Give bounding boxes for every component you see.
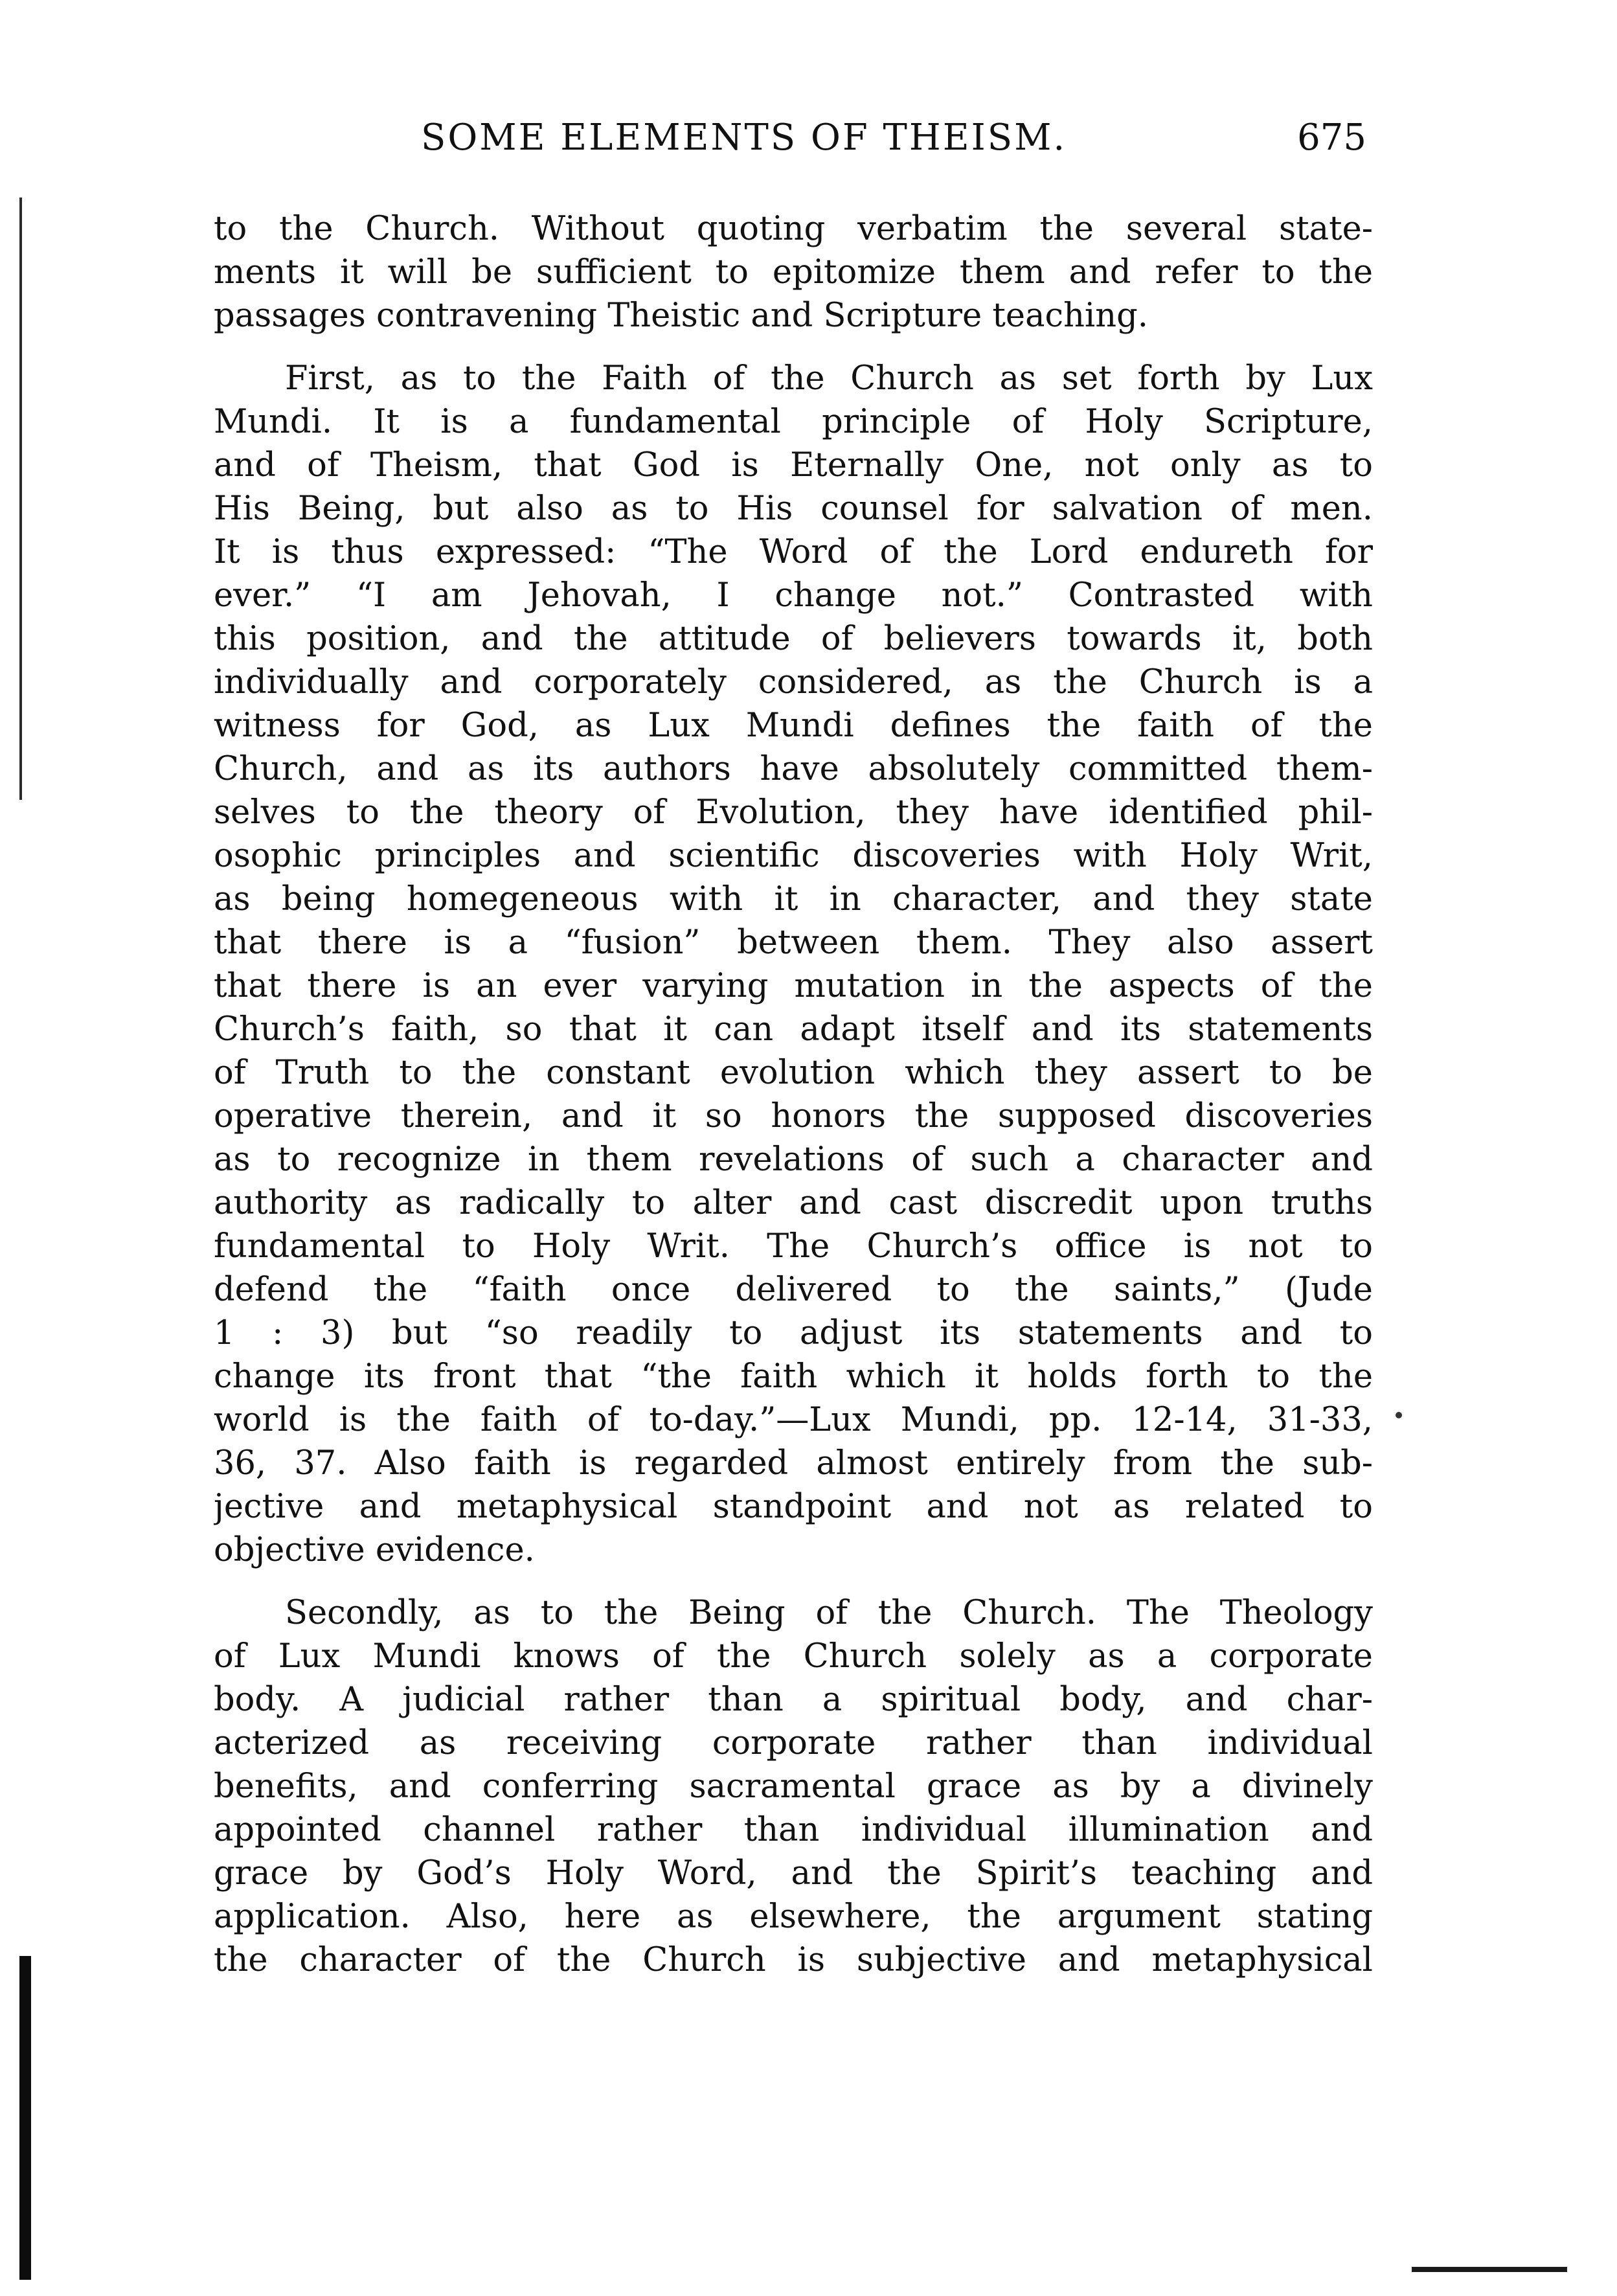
text-line: appointed channel rather than individual illumination and [214,1811,1373,1849]
text-line: benefits, and conferring sacramental grace as by a divinely [214,1767,1373,1806]
text-line: fundamental to Holy Writ. The Church’s office is not to [214,1227,1373,1266]
text-line: osophic principles and scientific discoveries with Holy Writ, [214,837,1373,875]
text-line: defend the “faith once delivered to the saints,” (Jude [214,1271,1373,1309]
text-line: First, as to the Faith of the Church as set forth by Lux [285,359,1373,398]
text-line: It is thus expressed: “The Word of the Lord endureth for [214,533,1373,571]
text-line: of Truth to the constant evolution which they assert to be [214,1054,1373,1092]
binding-edge-mark-lower [19,1956,31,2280]
text-line: to the Church. Without quoting verbatim the several state- [214,210,1373,248]
text-line: that there is a “fusion” between them. They also assert [214,924,1373,962]
text-line: Church’s faith, so that it can adapt itself and its statements [214,1010,1373,1049]
paragraph-1 [214,207,1373,337]
text-line: this position, and the attitude of believers towards it, both [214,620,1373,658]
text-line: change its front that “the faith which it holds forth to the [214,1358,1373,1396]
text-line: as being homegeneous with it in character, and they state [214,880,1373,918]
text-line: selves to the theory of Evolution, they have identified phil- [214,793,1373,832]
text-line: Mundi. It is a fundamental principle of Holy Scripture, [214,403,1373,441]
text-line: the character of the Church is subjective and metaphysical [214,1941,1373,1979]
text-line: individually and corporately considered, as the Church is a [214,663,1373,701]
text-line: application. Also, here as elsewhere, the argument stating [214,1898,1373,1936]
text-line: Church, and as its authors have absolutely committed them- [214,750,1373,788]
text-line: 1 : 3) but “so readily to adjust its statements and to [214,1314,1373,1352]
text-line: passages contravening Theistic and Scripture teaching. [214,297,1148,335]
text-line: 36, 37. Also faith is regarded almost entirely from the sub- [214,1444,1373,1483]
text-line: that there is an ever varying mutation in the aspects of the [214,967,1373,1005]
text-line: acterized as receiving corporate rather than individual [214,1724,1373,1762]
text-line: of Lux Mundi knows of the Church solely as a corporate [214,1637,1373,1676]
corner-scratch [1412,2267,1567,2272]
margin-speck [1396,1412,1402,1418]
text-line: Secondly, as to the Being of the Church. The Theology [285,1594,1373,1632]
text-line: His Being, but also as to His counsel for salvation of men. [214,490,1373,528]
text-line: jective and metaphysical standpoint and not as related to [214,1488,1373,1526]
text-line: grace by God’s Holy Word, and the Spirit’s teaching and [214,1854,1373,1892]
paragraph-2 [214,357,1373,1572]
paragraph-3 [214,1591,1373,1982]
text-line: operative therein, and it so honors the supposed discoveries [214,1097,1373,1135]
text-line: body. A judicial rather than a spiritual body, and char- [214,1681,1373,1719]
text-line: ever.” “I am Jehovah, I change not.” Contrasted with [214,576,1373,615]
text-line: as to recognize in them revelations of such a character and [214,1141,1373,1179]
text-line: ments it will be sufficient to epitomize them and refer to the [214,253,1373,291]
page-header [220,117,1379,168]
body-text [214,207,1373,2001]
running-title: SOME ELEMENTS OF THEISM. [421,117,1067,159]
text-line: witness for God, as Lux Mundi defines the faith of the [214,707,1373,745]
text-line: world is the faith of to-day.”—Lux Mundi, pp. 12-14, 31-33, [214,1401,1373,1439]
binding-edge-mark-upper [19,198,22,800]
text-line: objective evidence. [214,1531,535,1569]
page-number: 675 [1297,117,1366,159]
text-line: authority as radically to alter and cast discredit upon truths [214,1184,1373,1222]
text-line: and of Theism, that God is Eternally One, not only as to [214,446,1373,484]
